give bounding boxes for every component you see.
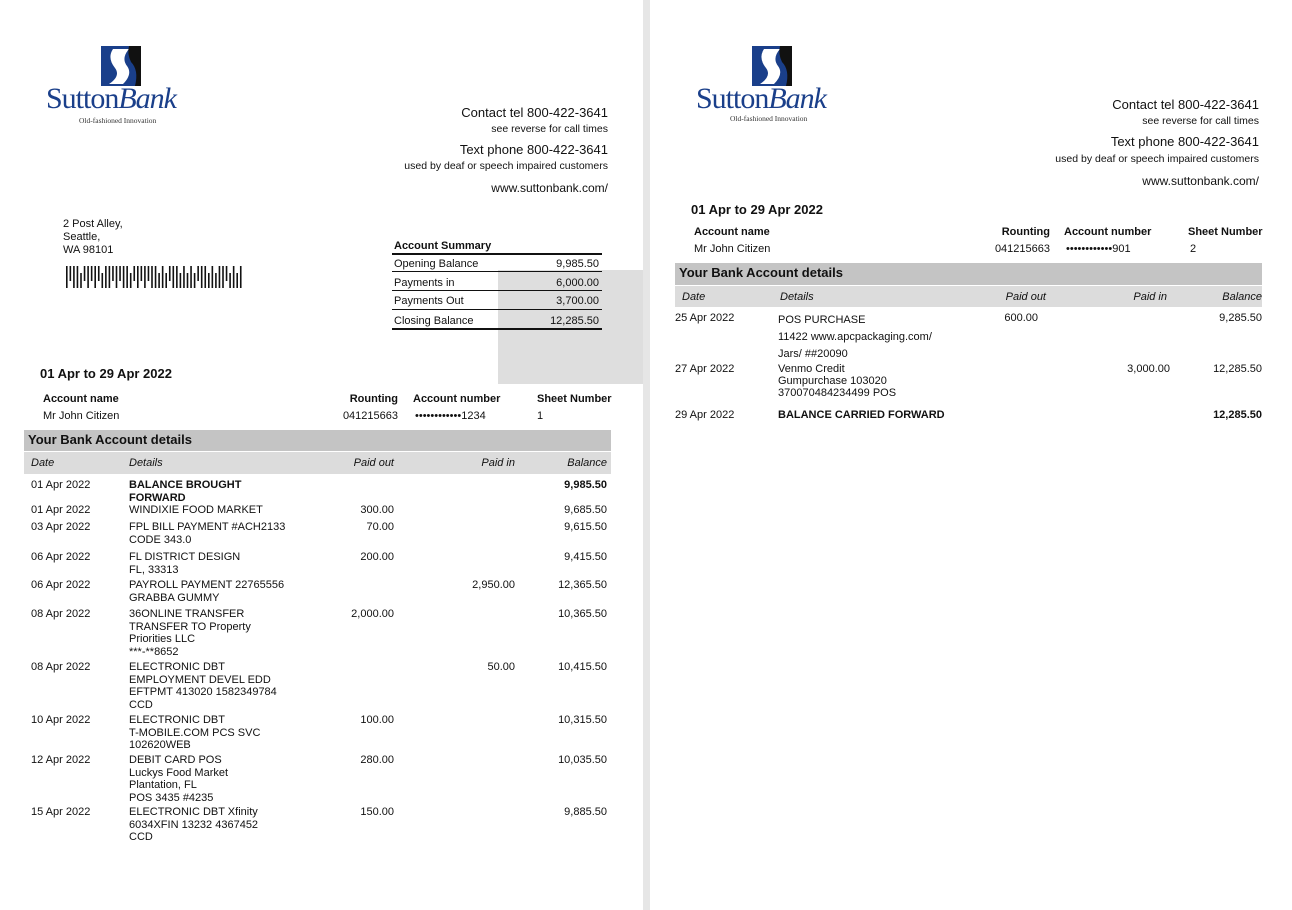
tx-date: 25 Apr 2022: [675, 312, 735, 324]
bank-logo-mark-icon: [101, 46, 141, 86]
tx-balance: 10,415.50: [558, 661, 607, 673]
tx-balance: 9,415.50: [564, 551, 607, 563]
website-link[interactable]: www.suttonbank.com/: [1142, 174, 1259, 188]
bank-logo-mark-icon: [752, 46, 792, 86]
table-row: [24, 608, 611, 658]
tx-details: FL DISTRICT DESIGN FL, 33313: [129, 551, 241, 576]
statement-period: 01 Apr to 29 Apr 2022: [691, 202, 823, 217]
table-row: [24, 714, 611, 751]
col-date: Date: [682, 291, 706, 303]
tx-details: ELECTRONIC DBT Xfinity 6034XFIN 13232 4367452 CCD: [129, 806, 259, 843]
account-name-label: Account name: [43, 393, 119, 405]
tx-balance: 10,365.50: [558, 608, 607, 620]
tx-paid-out: 70.00: [366, 521, 394, 533]
statement-page-2: [650, 0, 1292, 910]
statement-page-1: [0, 0, 643, 910]
page-divider: [643, 0, 650, 910]
tx-paid-out: 100.00: [360, 714, 394, 726]
table-row: [24, 754, 611, 804]
tx-details: WINDIXIE FOOD MARKET: [129, 504, 263, 516]
account-name: Mr John Citizen: [694, 243, 771, 255]
address-line-3: WA 98101: [63, 244, 114, 256]
table-row: [675, 409, 1262, 423]
contact-tel: Contact tel 800-422-3641: [461, 105, 608, 120]
tx-paid-out: 2,000.00: [351, 608, 394, 620]
tx-balance: 12,285.50: [1213, 363, 1262, 375]
bank-name: SuttonBank: [46, 82, 176, 115]
text-phone-note: used by deaf or speech impaired customers: [404, 160, 608, 172]
account-number-label: Account number: [1064, 226, 1152, 238]
tx-balance: 10,035.50: [558, 754, 607, 766]
table-row: [24, 479, 611, 504]
tx-date: 29 Apr 2022: [675, 409, 735, 421]
col-paid-in: Paid in: [1133, 291, 1167, 303]
postal-barcode-icon: [66, 266, 244, 288]
tx-paid-out: 300.00: [360, 504, 394, 516]
summary-value: 9,985.50: [556, 258, 599, 270]
routing-label: Rounting: [349, 393, 398, 405]
summary-label: Payments Out: [394, 295, 464, 307]
column-header-row: [675, 286, 1262, 307]
col-paid-out: Paid out: [353, 457, 394, 469]
table-row: [675, 312, 1262, 360]
tx-details: PAYROLL PAYMENT 22765556 GRABBA GUMMY: [129, 579, 285, 604]
tx-details: FPL BILL PAYMENT #ACH2133 CODE 343.0: [129, 521, 286, 546]
tx-balance: 12,365.50: [558, 579, 607, 591]
tx-date: 01 Apr 2022: [31, 479, 91, 491]
tx-details: DEBIT CARD POS Luckys Food Market Plantation, FL POS 3435 #4235: [129, 754, 229, 804]
tx-date: 10 Apr 2022: [31, 714, 91, 726]
address-line-2: Seattle,: [63, 231, 101, 243]
text-phone-note: used by deaf or speech impaired customers: [1055, 153, 1259, 165]
table-row: [24, 806, 611, 843]
summary-label: Opening Balance: [394, 258, 479, 270]
tx-date: 06 Apr 2022: [31, 579, 91, 591]
tx-details: ELECTRONIC DBT T-MOBILE.COM PCS SVC 102620WEB: [129, 714, 261, 751]
table-row: [24, 661, 611, 711]
tx-date: 15 Apr 2022: [31, 806, 91, 818]
tx-details: Venmo Credit Gumpurchase 103020 370070484234499 POS: [778, 363, 897, 399]
tx-date: 06 Apr 2022: [31, 551, 91, 563]
tx-paid-in: 3,000.00: [1127, 363, 1170, 375]
tx-balance: 12,285.50: [1213, 409, 1262, 421]
tx-details: BALANCE BROUGHT FORWARD: [129, 479, 242, 504]
tx-date: 08 Apr 2022: [31, 608, 91, 620]
tx-date: 27 Apr 2022: [675, 363, 735, 375]
summary-label: Payments in: [394, 277, 455, 289]
text-phone: Text phone 800-422-3641: [459, 142, 608, 157]
summary-label: Closing Balance: [394, 315, 474, 327]
tx-details: BALANCE CARRIED FORWARD: [778, 409, 945, 421]
tx-paid-out: 150.00: [360, 806, 394, 818]
tx-details: POS PURCHASE 11422 www.apcpackaging.com/ Jars/ ##20090: [778, 314, 932, 360]
text-phone: Text phone 800-422-3641: [1110, 134, 1259, 149]
routing-label: Rounting: [1001, 226, 1050, 238]
contact-tel: Contact tel 800-422-3641: [1112, 97, 1259, 112]
bank-name: SuttonBank: [696, 82, 826, 115]
col-paid-out: Paid out: [1005, 291, 1046, 303]
column-header-row: [24, 452, 611, 474]
account-number: ••••••••••••1234: [415, 410, 486, 422]
statement-period: 01 Apr to 29 Apr 2022: [40, 366, 172, 381]
address-line-1: 2 Post Alley,: [63, 218, 123, 230]
table-row: [24, 504, 611, 518]
table-row: [675, 363, 1262, 399]
summary-title: Account Summary: [394, 240, 492, 252]
routing-number: 041215663: [994, 243, 1050, 255]
summary-value: 12,285.50: [550, 315, 599, 327]
summary-value: 6,000.00: [556, 277, 599, 289]
summary-value: 3,700.00: [556, 295, 599, 307]
routing-number: 041215663: [342, 410, 398, 422]
bank-tagline: Old-fashioned Innovation: [730, 114, 808, 123]
col-details: Details: [129, 457, 163, 469]
sheet-number-label: Sheet Number: [1188, 226, 1263, 238]
tx-balance: 9,685.50: [564, 504, 607, 516]
account-number-label: Account number: [413, 393, 501, 405]
col-balance: Balance: [567, 457, 607, 469]
details-title: Your Bank Account details: [675, 263, 1262, 285]
tx-balance: 10,315.50: [558, 714, 607, 726]
tx-balance: 9,615.50: [564, 521, 607, 533]
tx-details: ELECTRONIC DBT EMPLOYMENT DEVEL EDD EFTPMT 413020 1582349784 CCD: [129, 661, 277, 711]
table-row: [24, 579, 611, 604]
account-name: Mr John Citizen: [43, 410, 120, 422]
tx-paid-out: 600.00: [1004, 312, 1038, 324]
bank-tagline: Old-fashioned Innovation: [79, 116, 157, 125]
table-row: [24, 551, 611, 576]
contact-note: see reverse for call times: [1142, 115, 1259, 127]
tx-date: 08 Apr 2022: [31, 661, 91, 673]
tx-details: 36ONLINE TRANSFER TRANSFER TO Property Priorities LLC ***-**8652: [129, 608, 251, 658]
tx-date: 03 Apr 2022: [31, 521, 91, 533]
tx-paid-out: 280.00: [360, 754, 394, 766]
details-title: Your Bank Account details: [24, 430, 611, 451]
tx-date: 01 Apr 2022: [31, 504, 91, 516]
col-balance: Balance: [1222, 291, 1262, 303]
tx-balance: 9,285.50: [1219, 312, 1262, 324]
col-date: Date: [31, 457, 55, 469]
col-paid-in: Paid in: [481, 457, 515, 469]
website-link[interactable]: www.suttonbank.com/: [491, 181, 608, 195]
sheet-number: 1: [537, 410, 544, 422]
account-name-label: Account name: [694, 226, 770, 238]
contact-note: see reverse for call times: [491, 123, 608, 135]
account-number: ••••••••••••901: [1066, 243, 1131, 255]
tx-paid-in: 50.00: [487, 661, 515, 673]
sheet-number-label: Sheet Number: [537, 393, 612, 405]
tx-paid-in: 2,950.00: [472, 579, 515, 591]
tx-date: 12 Apr 2022: [31, 754, 91, 766]
table-row: [24, 521, 611, 546]
tx-balance: 9,985.50: [564, 479, 607, 491]
tx-balance: 9,885.50: [564, 806, 607, 818]
tx-paid-out: 200.00: [360, 551, 394, 563]
sheet-number: 2: [1190, 243, 1197, 255]
col-details: Details: [780, 291, 814, 303]
